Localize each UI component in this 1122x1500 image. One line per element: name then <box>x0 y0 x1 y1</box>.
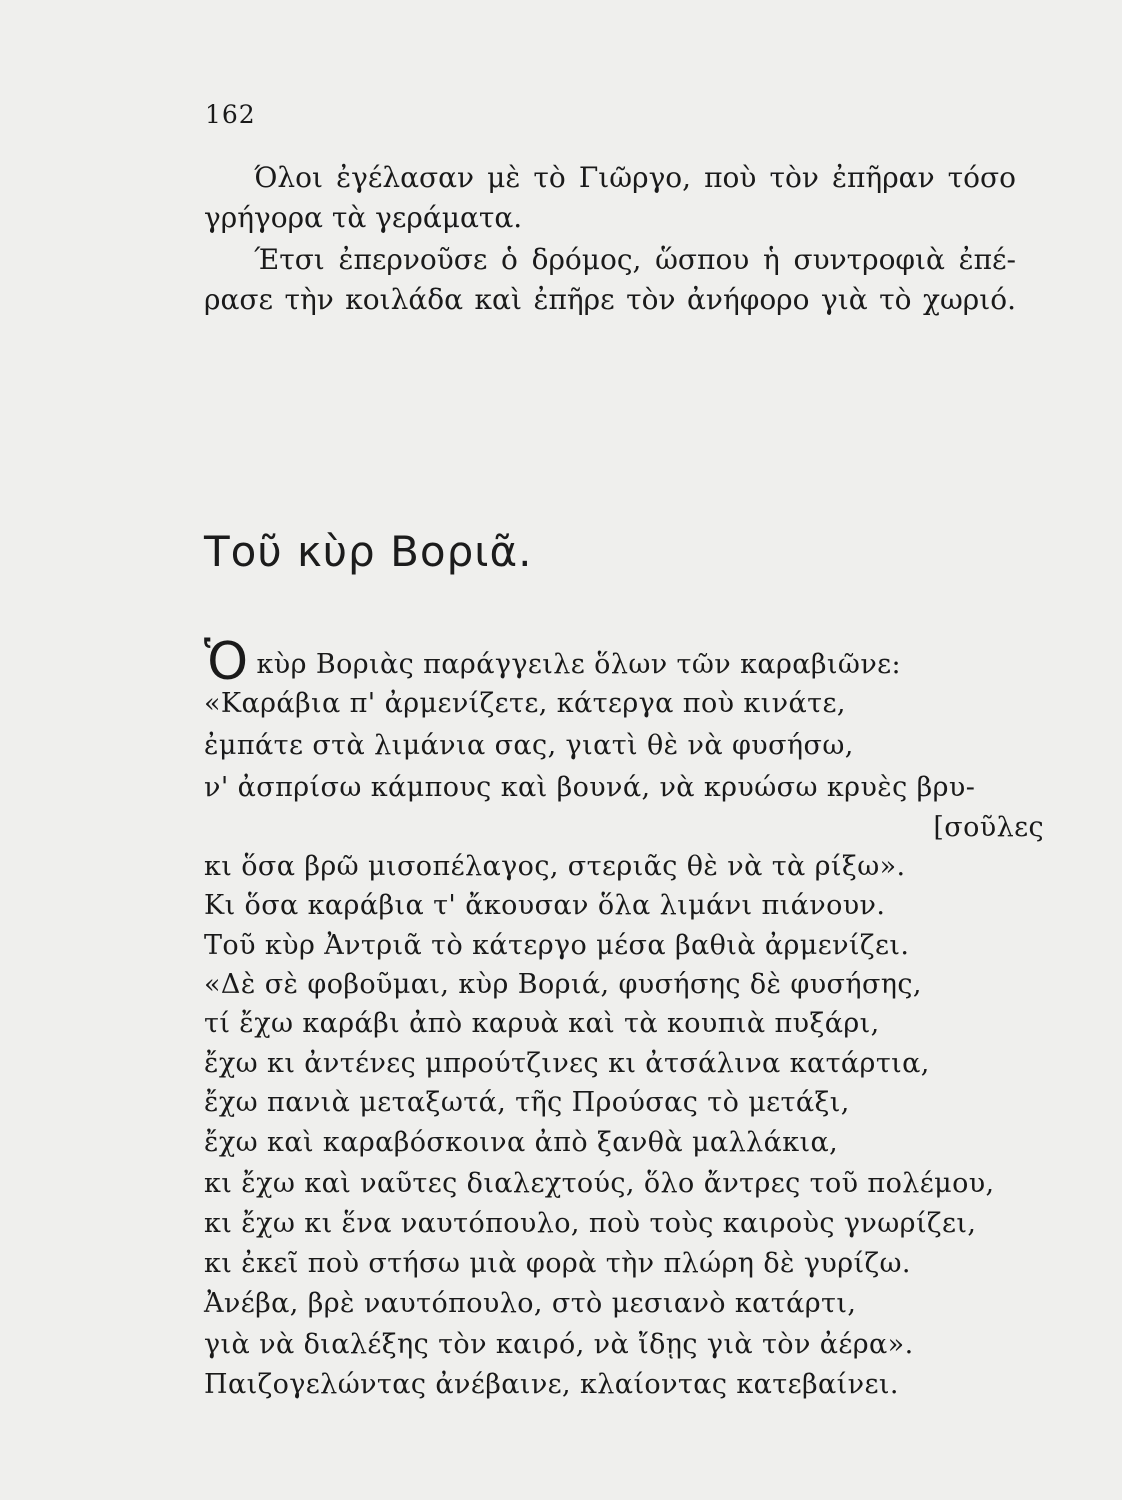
prose-line: γρήγορα τὰ γεράματα. <box>204 201 523 234</box>
prose-line: Όλοι ἐγέλασαν μὲ τὸ Γιῶργο, ποὺ τὸν ἐπῆραν τόσο <box>254 161 1016 194</box>
poem-title: Τοῦ κὺρ Βοριᾶ. <box>204 527 533 576</box>
poem-line-continuation: [σοῦλες <box>933 812 1044 843</box>
poem-line: ἔχω κι ἀντένες μπρούτζινες κι ἀτσάλινα κατάρτια, <box>204 1048 930 1079</box>
prose-line: ρασε τὴν κοιλάδα καὶ ἐπῆρε τὸν ἀνήφορο γιὰ τὸ χωριό. <box>204 283 1016 316</box>
poem-line: Τοῦ κὺρ Ἀντριᾶ τὸ κάτεργο μέσα βαθιὰ ἀρμενίζει. <box>204 930 910 961</box>
poem-line: κι ἔχω καὶ ναῦτες διαλεχτούς, ὅλο ἄντρες τοῦ πολέμου, <box>204 1168 995 1199</box>
poem-line: «Δὲ σὲ φοβοῦμαι, κὺρ Βοριά, φυσήσης δὲ φυσήσης, <box>204 969 922 1000</box>
poem-line-text: κὺρ Βοριὰς παράγγειλε ὅλων τῶν καραβιῶνε: <box>256 649 902 680</box>
poem-line: ἔχω καὶ καραβόσκοινα ἀπὸ ξανθὰ μαλλάκια, <box>204 1127 839 1158</box>
poem-line: τί ἔχω καράβι ἀπὸ καρυὰ καὶ τὰ κουπιὰ πυξάρι, <box>204 1008 880 1039</box>
poem-line: Ἀνέβα, βρὲ ναυτόπουλο, στὸ μεσιανὸ κατάρτι, <box>204 1288 857 1319</box>
poem-line: ἔχω πανιὰ μεταξωτά, τῆς Προύσας τὸ μετάξι, <box>204 1087 850 1118</box>
poem-line: ἐμπάτε στὰ λιμάνια σας, γιατὶ θὲ νὰ φυσήσω, <box>204 730 854 761</box>
prose-line: Έτσι ἐπερνοῦσε ὁ δρόμος, ὥσπου ἡ συντροφιὰ ἐπέ- <box>254 243 1016 276</box>
drop-cap: Ὁ <box>204 632 249 692</box>
poem-line: κι ἐκεῖ ποὺ στήσω μιὰ φορὰ τὴν πλώρη δὲ γυρίζω. <box>204 1248 911 1279</box>
poem-line: κι ἔχω κι ἕνα ναυτόπουλο, ποὺ τοὺς καιροὺς γνωρίζει, <box>204 1208 977 1239</box>
poem-line: Παιζογελώντας ἀνέβαινε, κλαίοντας κατεβαίνει. <box>204 1369 899 1400</box>
poem-line <box>204 632 902 692</box>
page-number: 162 <box>205 100 256 129</box>
poem-line: κι ὅσα βρῶ μισοπέλαγος, στεριᾶς θὲ νὰ τὰ ρίξω». <box>204 851 906 882</box>
poem-line: «Καράβια π' ἀρμενίζετε, κάτεργα ποὺ κινάτε, <box>204 688 846 719</box>
poem-line: γιὰ νὰ διαλέξης τὸν καιρό, νὰ ἴδῃς γιὰ τὸν ἀέρα». <box>204 1329 914 1360</box>
poem-line: ν' ἀσπρίσω κάμπους καὶ βουνά, νὰ κρυώσω κρυὲς βρυ- <box>204 772 976 803</box>
poem-line: Κι ὅσα καράβια τ' ἄκουσαν ὅλα λιμάνι πιάνουν. <box>204 890 886 921</box>
